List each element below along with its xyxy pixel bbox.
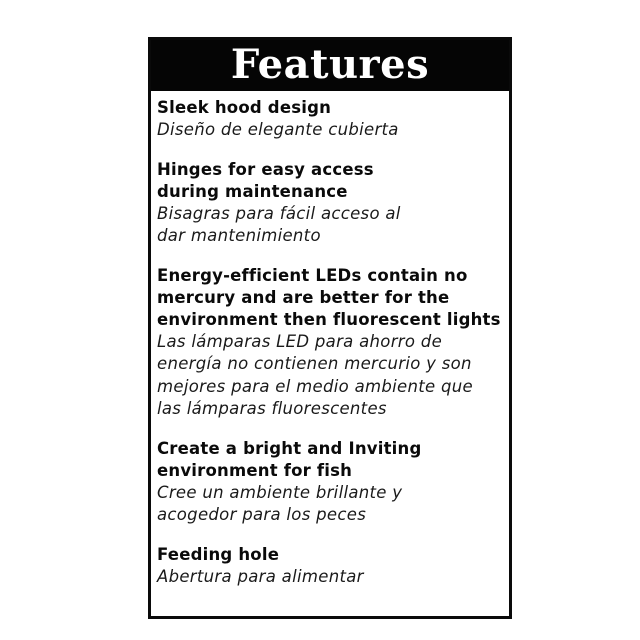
feature-spanish-text: Bisagras para fácil acceso al dar mantenimiento (157, 203, 401, 245)
feature-english-text: Hinges for easy access during maintenance (157, 159, 374, 201)
features-title: Features (230, 40, 430, 88)
feature-english-text: Energy-efficient LEDs contain no mercury and are better for the environment then fluorescent lights (157, 265, 501, 329)
feature-spanish-text: Las lámparas LED para ahorro de energía no contienen mercurio y son mejores para el medio ambiente que las lámparas fluorescentes (157, 331, 474, 418)
feature-english-text: Sleek hood design (157, 98, 332, 117)
feature-spanish-text: Cree un ambiente brillante y acogedor para los peces (157, 482, 403, 524)
features-header (151, 40, 509, 91)
features-panel (148, 37, 512, 619)
feature-spanish-text: Diseño de elegante cubierta (157, 120, 399, 139)
feature-item-feeding-hole (157, 544, 503, 589)
feature-item-sleek-hood (157, 97, 503, 142)
feature-english-text: Create a bright and Inviting environment for fish (157, 438, 422, 480)
feature-spanish-text: Abertura para alimentar (157, 566, 364, 586)
feature-item-hinges (157, 159, 503, 248)
feature-item-energy-efficient-leds (157, 265, 503, 421)
feature-item-bright-environment (157, 438, 503, 527)
feature-english-text: Feeding hole (157, 544, 280, 564)
features-list (151, 91, 509, 588)
